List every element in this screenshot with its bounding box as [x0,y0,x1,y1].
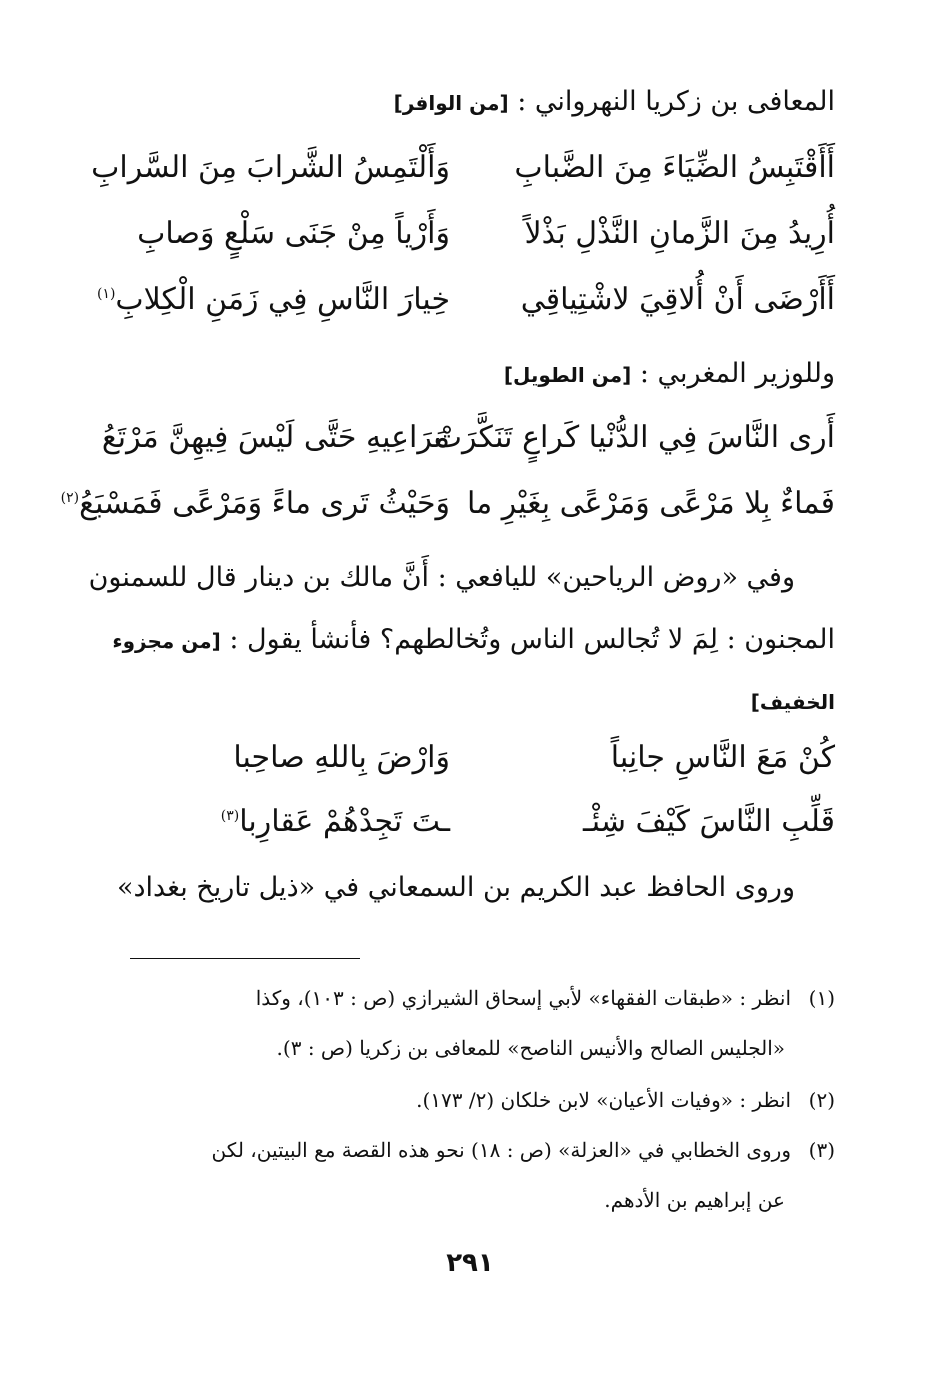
closing-line: وروى الحافظ عبد الكريم بن السمعاني في «ذيل تاريخ بغداد» [116,872,795,903]
intro-line-2 [120,358,835,389]
verse-first-hemistich: فَماءٌ بِلا مَرْعًى وَمَرْعًى بِغَيْرِ ما [466,486,835,521]
footnote [120,986,835,1010]
verse-first-hemistich: أُرِيدُ مِنَ الزَّمانِ النَّذْلِ بَذْلاً [524,216,835,251]
verse-second-hemistich [120,740,450,775]
verse-line [120,804,835,858]
verse-line [120,216,835,270]
verse-line [120,740,835,794]
meter-label: [من مجزوء [112,629,221,653]
verse-second-hemistich [91,150,450,185]
verse-second-hemistich [101,420,450,455]
verse-second-hemistich [120,216,450,251]
verse-line [96,282,835,336]
intro-text: وللوزير المغربي : [639,358,835,389]
verse-first-hemistich: قَلِّبِ النَّاسَ كَيْفَ شِئْـ [583,804,835,839]
verse-line [101,420,835,474]
footnote-text: انظر : «وفيات الأعيان» لابن خلكان (٢/ ١٧٣). [416,1088,791,1112]
hemistich-text: وَحَيْثُ تَرى ماءً وَمَرْعًى فَمَسْبَعُ [79,486,450,521]
verse-first-hemistich: أَأَرْضَى أَنْ أُلاقِيَ لاشْتِياقِي [520,282,835,317]
hemistich-text: خِيارَ النَّاسِ فِي زَمَنِ الْكِلابِ [115,282,450,317]
verse-first-hemistich: أَرى النَّاسَ فِي الدُّنْيا كَراعٍ تَنَكَّرَتْ [433,420,835,455]
hemistich-text: وَأَلْتَمِسُ الشَّرابَ مِنَ السَّرابِ [91,150,450,185]
meter-label: [من الطويل] [503,363,632,387]
hemistich-text: وَأَرْياً مِنْ جَنَى سَلْعٍ وَصابِ [137,216,450,251]
verse-line [91,150,835,204]
page-number: ٢٩١ [446,1248,494,1278]
prose-line-1: وفي «روض الرياحين» لليافعي : أَنَّ مالك بن دينار قال للسمنون [88,562,795,593]
hemistich-text: مَرَاعِيهِ حَتَّى لَيْسَ فِيهِنَّ مَرْتَعُ [101,420,450,455]
footnote [120,1138,835,1162]
hemistich-text: وَارْضَ بِاللهِ صاحِبا [233,740,450,775]
intro-line-1 [120,86,835,117]
footnote-marker[interactable]: (٣) [220,808,240,824]
footnote [120,1088,835,1112]
hemistich-text: ـتَ تَجِدْهُمْ عَقارِبا [239,804,450,839]
footnote-continuation: عن إبراهيم بن الأدهم. [604,1188,785,1212]
footnote-number: (٣) [808,1138,835,1162]
intro-text: المعافى بن زكريا النهرواني : [517,86,835,117]
footnote-separator [130,958,360,959]
verse-first-hemistich: أَأَقْتَبِسُ الضِّيَاءَ مِنَ الضَّبابِ [514,150,835,185]
footnote-text: وروى الخطابي في «العزلة» (ص : ١٨) نحو هذه القصة مع البيتين، لكن [211,1138,791,1162]
meter-label-continued: الخفيف] [750,690,835,714]
footnote-continuation: «الجليس الصالح والأنيس الناصح» للمعافى بن زكريا (ص : ٣). [276,1036,785,1060]
verse-second-hemistich [96,282,450,317]
prose-text: المجنون : لِمَ لا تُجالس الناس وتُخالطهم؟ فأنشأ يقول : [229,624,835,655]
meter-label: [من الوافر] [393,91,509,115]
prose-line-2 [112,624,835,655]
verse-second-hemistich [120,804,450,839]
verse-line [60,486,835,540]
footnote-text: انظر : «طبقات الفقهاء» لأبي إسحاق الشيرازي (ص : ١٠٣)، وكذا [255,986,791,1010]
footnote-marker[interactable]: (١) [96,286,116,302]
footnote-number: (١) [808,986,835,1010]
footnote-marker[interactable]: (٢) [60,490,80,506]
verse-second-hemistich [60,486,450,521]
footnote-number: (٢) [808,1088,835,1112]
verse-first-hemistich: كُنْ مَعَ النَّاسِ جانِباً [610,740,835,775]
